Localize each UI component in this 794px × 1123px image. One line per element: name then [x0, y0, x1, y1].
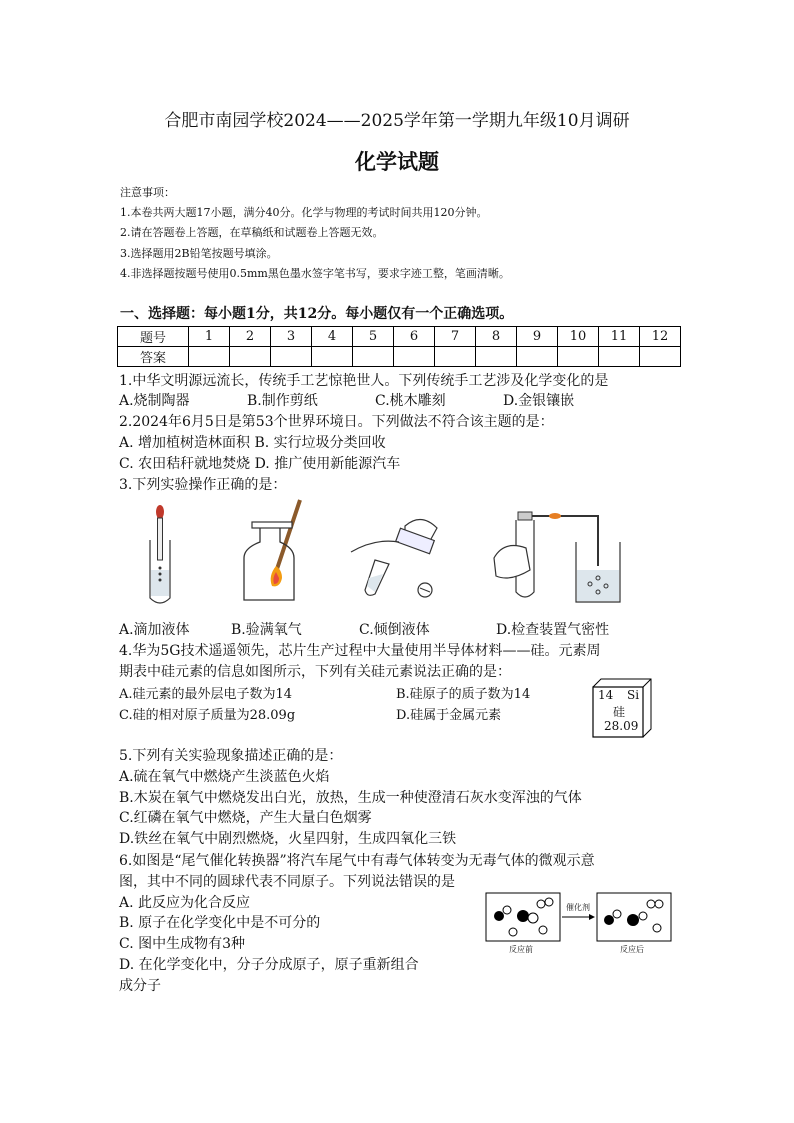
- element-mass: 28.09: [604, 719, 639, 733]
- question-1-stem: 1.中华文明源远流长，传统手工艺惊艳世人。下列传统手工艺涉及化学变化的是: [119, 373, 609, 389]
- table-cell: 9: [517, 327, 558, 347]
- answer-cell: [189, 347, 230, 367]
- table-cell: 12: [640, 327, 681, 347]
- oxygen-bottle-figure: [238, 498, 308, 608]
- q1-option-c: C.桃木雕刻: [375, 393, 446, 409]
- table-cell: 11: [599, 327, 640, 347]
- note-item: 4.非选择题按题号使用0.5mm黑色墨水签字笔书写，要求字迹工整，笔画清晰。: [120, 267, 510, 280]
- q1-option-a: A.烧制陶器: [119, 393, 190, 409]
- element-number: 14: [598, 688, 614, 702]
- after-label: 反应后: [620, 945, 644, 954]
- pouring-figure: [345, 508, 445, 608]
- answer-cell: [558, 347, 599, 367]
- note-item: 2.请在答题卷上答题，在草稿纸和试题卷上答题无效。: [120, 226, 384, 239]
- answer-cell: [271, 347, 312, 367]
- q3-option-b: B.验满氧气: [231, 622, 302, 638]
- answer-cell: [599, 347, 640, 367]
- q4-option-b: B.硅原子的质子数为14: [396, 687, 531, 702]
- q2-options-line-2: C. 农田秸秆就地焚烧 D. 推广使用新能源汽车: [119, 456, 401, 472]
- table-cell: 7: [435, 327, 476, 347]
- exam-title: 合肥市南园学校2024——2025学年第一学期九年级10月调研: [164, 111, 630, 131]
- q4-option-c: C.硅的相对原子质量为28.09g: [119, 708, 296, 723]
- q5-option-a: A.硫在氧气中燃烧产生淡蓝色火焰: [119, 769, 330, 785]
- q6-option-a: A. 此反应为化合反应: [119, 895, 251, 911]
- answer-cell: [435, 347, 476, 367]
- answer-cell: [230, 347, 271, 367]
- answer-cell: [476, 347, 517, 367]
- q4-option-a: A.硅元素的最外层电子数为14: [119, 687, 293, 702]
- q2-options-line-1: A. 增加植树造林面积 B. 实行垃圾分类回收: [119, 435, 386, 451]
- q5-option-d: D.铁丝在氧气中剧烈燃烧，火星四射，生成四氧化三铁: [119, 831, 457, 847]
- table-cell: 10: [558, 327, 599, 347]
- question-5-stem: 5.下列有关实验现象描述正确的是：: [119, 748, 343, 764]
- note-item: 3.选择题用2B铅笔按题号填涂。: [120, 247, 278, 260]
- table-cell: 5: [353, 327, 394, 347]
- element-symbol: Si: [627, 688, 640, 702]
- table-header-cell: 答案: [118, 347, 189, 367]
- before-label: 反应前: [509, 945, 533, 954]
- airtightness-figure: [490, 500, 650, 610]
- question-3-stem: 3.下列实验操作正确的是：: [119, 477, 287, 493]
- question-6-stem: 6.如图是“尾气催化转换器”将汽车尾气中有毒气体转变为无毒气体的微观示意: [119, 853, 595, 869]
- table-cell: 6: [394, 327, 435, 347]
- q5-option-b: B.木炭在氧气中燃烧发出白光，放热，生成一种使澄清石灰水变浑浊的气体: [119, 790, 582, 806]
- section-heading: 一、选择题：每小题1分，共12分。每小题仅有一个正确选项。: [120, 306, 514, 322]
- q1-option-d: D.金银镶嵌: [503, 393, 575, 409]
- answer-cell: [312, 347, 353, 367]
- catalyst-label: 催化剂: [566, 903, 590, 912]
- question-6-stem-cont: 图，其中不同的圆球代表不同原子。下列说法错误的是: [119, 874, 455, 890]
- table-cell: 8: [476, 327, 517, 347]
- q6-option-d: D. 在化学变化中，分子分成原子，原子重新组合: [119, 957, 419, 973]
- answer-cell: [353, 347, 394, 367]
- table-cell: 4: [312, 327, 353, 347]
- table-header-cell: 题号: [118, 327, 189, 347]
- q6-option-d-cont: 成分子: [119, 978, 161, 994]
- element-name: 硅: [613, 705, 626, 719]
- table-row: [118, 327, 681, 347]
- exam-subtitle: 化学试题: [355, 150, 439, 174]
- answer-table: [117, 326, 681, 367]
- q1-option-b: B.制作剪纸: [247, 393, 318, 409]
- question-2-stem: 2.2024年6月5日是第53个世界环境日。下列做法不符合该主题的是：: [119, 414, 554, 430]
- question-4-stem-cont: 期表中硅元素的信息如图所示，下列有关硅元素说法正确的是：: [119, 664, 511, 680]
- q4-option-d: D.硅属于金属元素: [396, 708, 502, 723]
- question-4-stem: 4.华为5G技术遥遥领先，芯片生产过程中大量使用半导体材料——硅。元素周: [119, 643, 601, 659]
- table-cell: 1: [189, 327, 230, 347]
- q6-option-b: B. 原子在化学变化中是不可分的: [119, 915, 321, 931]
- table-row: [118, 347, 681, 367]
- answer-cell: [640, 347, 681, 367]
- notes-heading: 注意事项：: [120, 186, 175, 199]
- dropper-figure: [140, 500, 180, 610]
- q5-option-c: C.红磷在氧气中燃烧，产生大量白色烟雾: [119, 810, 372, 826]
- q3-option-d: D.检查装置气密性: [496, 622, 610, 638]
- answer-cell: [394, 347, 435, 367]
- q6-option-c: C. 图中生成物有3种: [119, 936, 246, 952]
- note-item: 1.本卷共两大题17小题，满分40分。化学与物理的考试时间共用120分钟。: [120, 206, 488, 219]
- answer-cell: [517, 347, 558, 367]
- q3-option-c: C.倾倒液体: [359, 622, 430, 638]
- table-cell: 2: [230, 327, 271, 347]
- q3-option-a: A.滴加液体: [119, 622, 190, 638]
- table-cell: 3: [271, 327, 312, 347]
